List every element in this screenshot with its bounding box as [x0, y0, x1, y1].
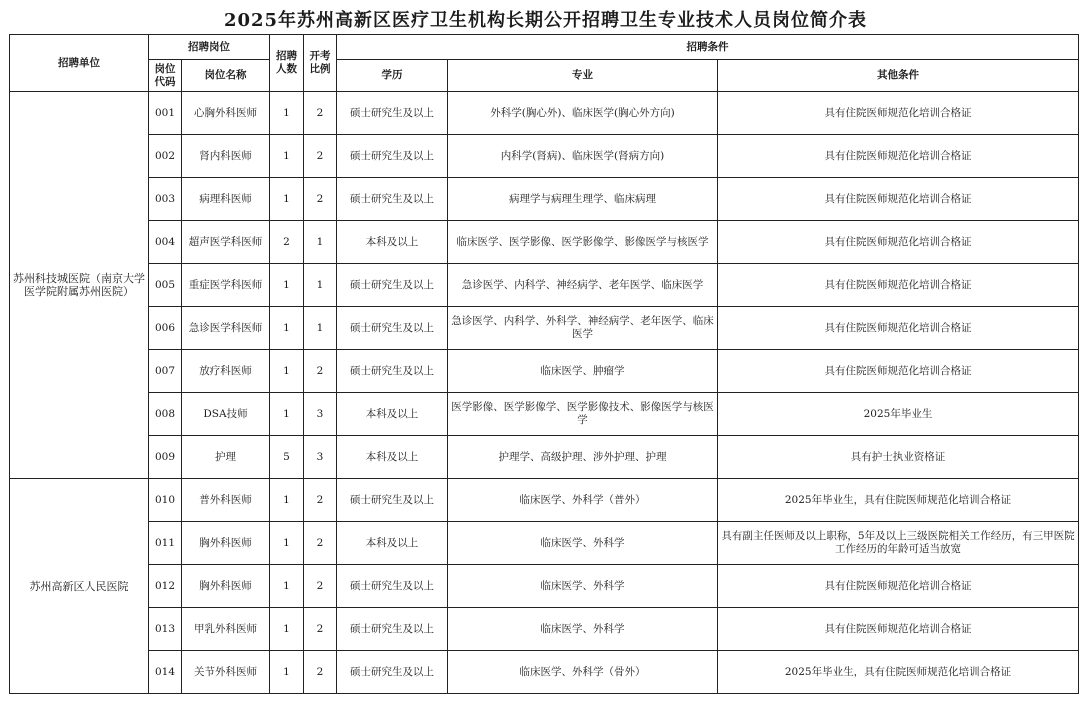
table-row [10, 522, 1079, 565]
education-cell: 硕士研究生及以上 [337, 92, 448, 135]
ratio-cell: 2 [304, 608, 337, 651]
name-cell: 关节外科医师 [182, 651, 270, 694]
ratio-cell: 3 [304, 436, 337, 479]
table-row [10, 393, 1079, 436]
ratio-cell: 2 [304, 651, 337, 694]
ratio-cell: 2 [304, 522, 337, 565]
major-cell: 临床医学、外科学 [448, 608, 718, 651]
ratio-cell: 2 [304, 92, 337, 135]
major-cell: 临床医学、医学影像、医学影像学、影像医学与核医学 [448, 221, 718, 264]
major-cell: 临床医学、外科学（普外） [448, 479, 718, 522]
education-cell: 本科及以上 [337, 221, 448, 264]
table-row [10, 350, 1079, 393]
code-cell: 008 [149, 393, 182, 436]
other-cell: 具有住院医师规范化培训合格证 [718, 92, 1079, 135]
page-title: 2025年苏州高新区医疗卫生机构长期公开招聘卫生专业技术人员岗位简介表 [223, 10, 868, 31]
other-cell: 2025年毕业生 [718, 393, 1079, 436]
major-cell: 临床医学、外科学（骨外） [448, 651, 718, 694]
major-cell: 临床医学、外科学 [448, 565, 718, 608]
header-position: 招聘岗位 [149, 35, 270, 60]
table-row [10, 92, 1079, 135]
count-cell: 1 [270, 92, 304, 135]
count-cell: 1 [270, 264, 304, 307]
name-cell: 急诊医学科医师 [182, 307, 270, 350]
other-cell: 具有住院医师规范化培训合格证 [718, 350, 1079, 393]
ratio-cell: 1 [304, 264, 337, 307]
other-cell: 具有住院医师规范化培训合格证 [718, 178, 1079, 221]
count-cell: 1 [270, 522, 304, 565]
name-cell: 病理科医师 [182, 178, 270, 221]
header-unit: 招聘单位 [10, 35, 149, 92]
table-row [10, 479, 1079, 522]
other-cell: 2025年毕业生，具有住院医师规范化培训合格证 [718, 479, 1079, 522]
count-cell: 1 [270, 565, 304, 608]
table-row [10, 651, 1079, 694]
other-cell: 具有护士执业资格证 [718, 436, 1079, 479]
other-cell: 2025年毕业生，具有住院医师规范化培训合格证 [718, 651, 1079, 694]
education-cell: 硕士研究生及以上 [337, 307, 448, 350]
code-cell: 005 [149, 264, 182, 307]
table-row [10, 565, 1079, 608]
name-cell: 肾内科医师 [182, 135, 270, 178]
header-count: 招聘人数 [270, 35, 304, 92]
unit-cell: 苏州科技城医院（南京大学医学院附属苏州医院） [10, 92, 149, 479]
name-cell: 胸外科医师 [182, 522, 270, 565]
name-cell: DSA技师 [182, 393, 270, 436]
name-cell: 甲乳外科医师 [182, 608, 270, 651]
name-cell: 重症医学科医师 [182, 264, 270, 307]
table-row [10, 436, 1079, 479]
ratio-cell: 2 [304, 350, 337, 393]
code-cell: 009 [149, 436, 182, 479]
header-ratio: 开考比例 [304, 35, 337, 92]
other-cell: 具有住院医师规范化培训合格证 [718, 608, 1079, 651]
header-name: 岗位名称 [182, 60, 270, 92]
header-other: 其他条件 [718, 60, 1079, 92]
education-cell: 硕士研究生及以上 [337, 350, 448, 393]
major-cell: 护理学、高级护理、涉外护理、护理 [448, 436, 718, 479]
ratio-cell: 3 [304, 393, 337, 436]
table-row [10, 178, 1079, 221]
other-cell: 具有住院医师规范化培训合格证 [718, 307, 1079, 350]
code-cell: 004 [149, 221, 182, 264]
other-cell: 具有副主任医师及以上职称，5年及以上三级医院相关工作经历，有三甲医院工作经历的年龄可适当放宽 [718, 522, 1079, 565]
education-cell: 硕士研究生及以上 [337, 608, 448, 651]
count-cell: 1 [270, 307, 304, 350]
name-cell: 超声医学科医师 [182, 221, 270, 264]
code-cell: 001 [149, 92, 182, 135]
code-cell: 013 [149, 608, 182, 651]
ratio-cell: 1 [304, 221, 337, 264]
count-cell: 2 [270, 221, 304, 264]
count-cell: 5 [270, 436, 304, 479]
header-major: 专业 [448, 60, 718, 92]
major-cell: 内科学(肾病)、临床医学(肾病方向) [448, 135, 718, 178]
table-row [10, 135, 1079, 178]
name-cell: 心胸外科医师 [182, 92, 270, 135]
count-cell: 1 [270, 651, 304, 694]
other-cell: 具有住院医师规范化培训合格证 [718, 221, 1079, 264]
header-conditions: 招聘条件 [337, 35, 1079, 60]
education-cell: 本科及以上 [337, 436, 448, 479]
code-cell: 003 [149, 178, 182, 221]
education-cell: 硕士研究生及以上 [337, 264, 448, 307]
education-cell: 硕士研究生及以上 [337, 135, 448, 178]
ratio-cell: 2 [304, 565, 337, 608]
code-cell: 007 [149, 350, 182, 393]
education-cell: 硕士研究生及以上 [337, 178, 448, 221]
name-cell: 胸外科医师 [182, 565, 270, 608]
unit-cell: 苏州高新区人民医院 [10, 479, 149, 694]
count-cell: 1 [270, 608, 304, 651]
header-code: 岗位代码 [149, 60, 182, 92]
major-cell: 临床医学、肿瘤学 [448, 350, 718, 393]
header-education: 学历 [337, 60, 448, 92]
other-cell: 具有住院医师规范化培训合格证 [718, 135, 1079, 178]
name-cell: 普外科医师 [182, 479, 270, 522]
ratio-cell: 2 [304, 178, 337, 221]
ratio-cell: 2 [304, 479, 337, 522]
education-cell: 本科及以上 [337, 393, 448, 436]
count-cell: 1 [270, 350, 304, 393]
name-cell: 护理 [182, 436, 270, 479]
ratio-cell: 1 [304, 307, 337, 350]
other-cell: 具有住院医师规范化培训合格证 [718, 565, 1079, 608]
code-cell: 014 [149, 651, 182, 694]
education-cell: 本科及以上 [337, 522, 448, 565]
other-cell: 具有住院医师规范化培训合格证 [718, 264, 1079, 307]
table-row [10, 608, 1079, 651]
count-cell: 1 [270, 178, 304, 221]
major-cell: 临床医学、外科学 [448, 522, 718, 565]
count-cell: 1 [270, 393, 304, 436]
code-cell: 012 [149, 565, 182, 608]
code-cell: 010 [149, 479, 182, 522]
table-row [10, 221, 1079, 264]
major-cell: 急诊医学、内科学、外科学、神经病学、老年医学、临床医学 [448, 307, 718, 350]
positions-table [9, 34, 1079, 694]
code-cell: 002 [149, 135, 182, 178]
education-cell: 硕士研究生及以上 [337, 479, 448, 522]
table-row [10, 307, 1079, 350]
major-cell: 急诊医学、内科学、神经病学、老年医学、临床医学 [448, 264, 718, 307]
major-cell: 外科学(胸心外)、临床医学(胸心外方向) [448, 92, 718, 135]
education-cell: 硕士研究生及以上 [337, 565, 448, 608]
major-cell: 病理学与病理生理学、临床病理 [448, 178, 718, 221]
count-cell: 1 [270, 479, 304, 522]
education-cell: 硕士研究生及以上 [337, 651, 448, 694]
code-cell: 006 [149, 307, 182, 350]
code-cell: 011 [149, 522, 182, 565]
major-cell: 医学影像、医学影像学、医学影像技术、影像医学与核医学 [448, 393, 718, 436]
count-cell: 1 [270, 135, 304, 178]
table-row [10, 264, 1079, 307]
ratio-cell: 2 [304, 135, 337, 178]
name-cell: 放疗科医师 [182, 350, 270, 393]
